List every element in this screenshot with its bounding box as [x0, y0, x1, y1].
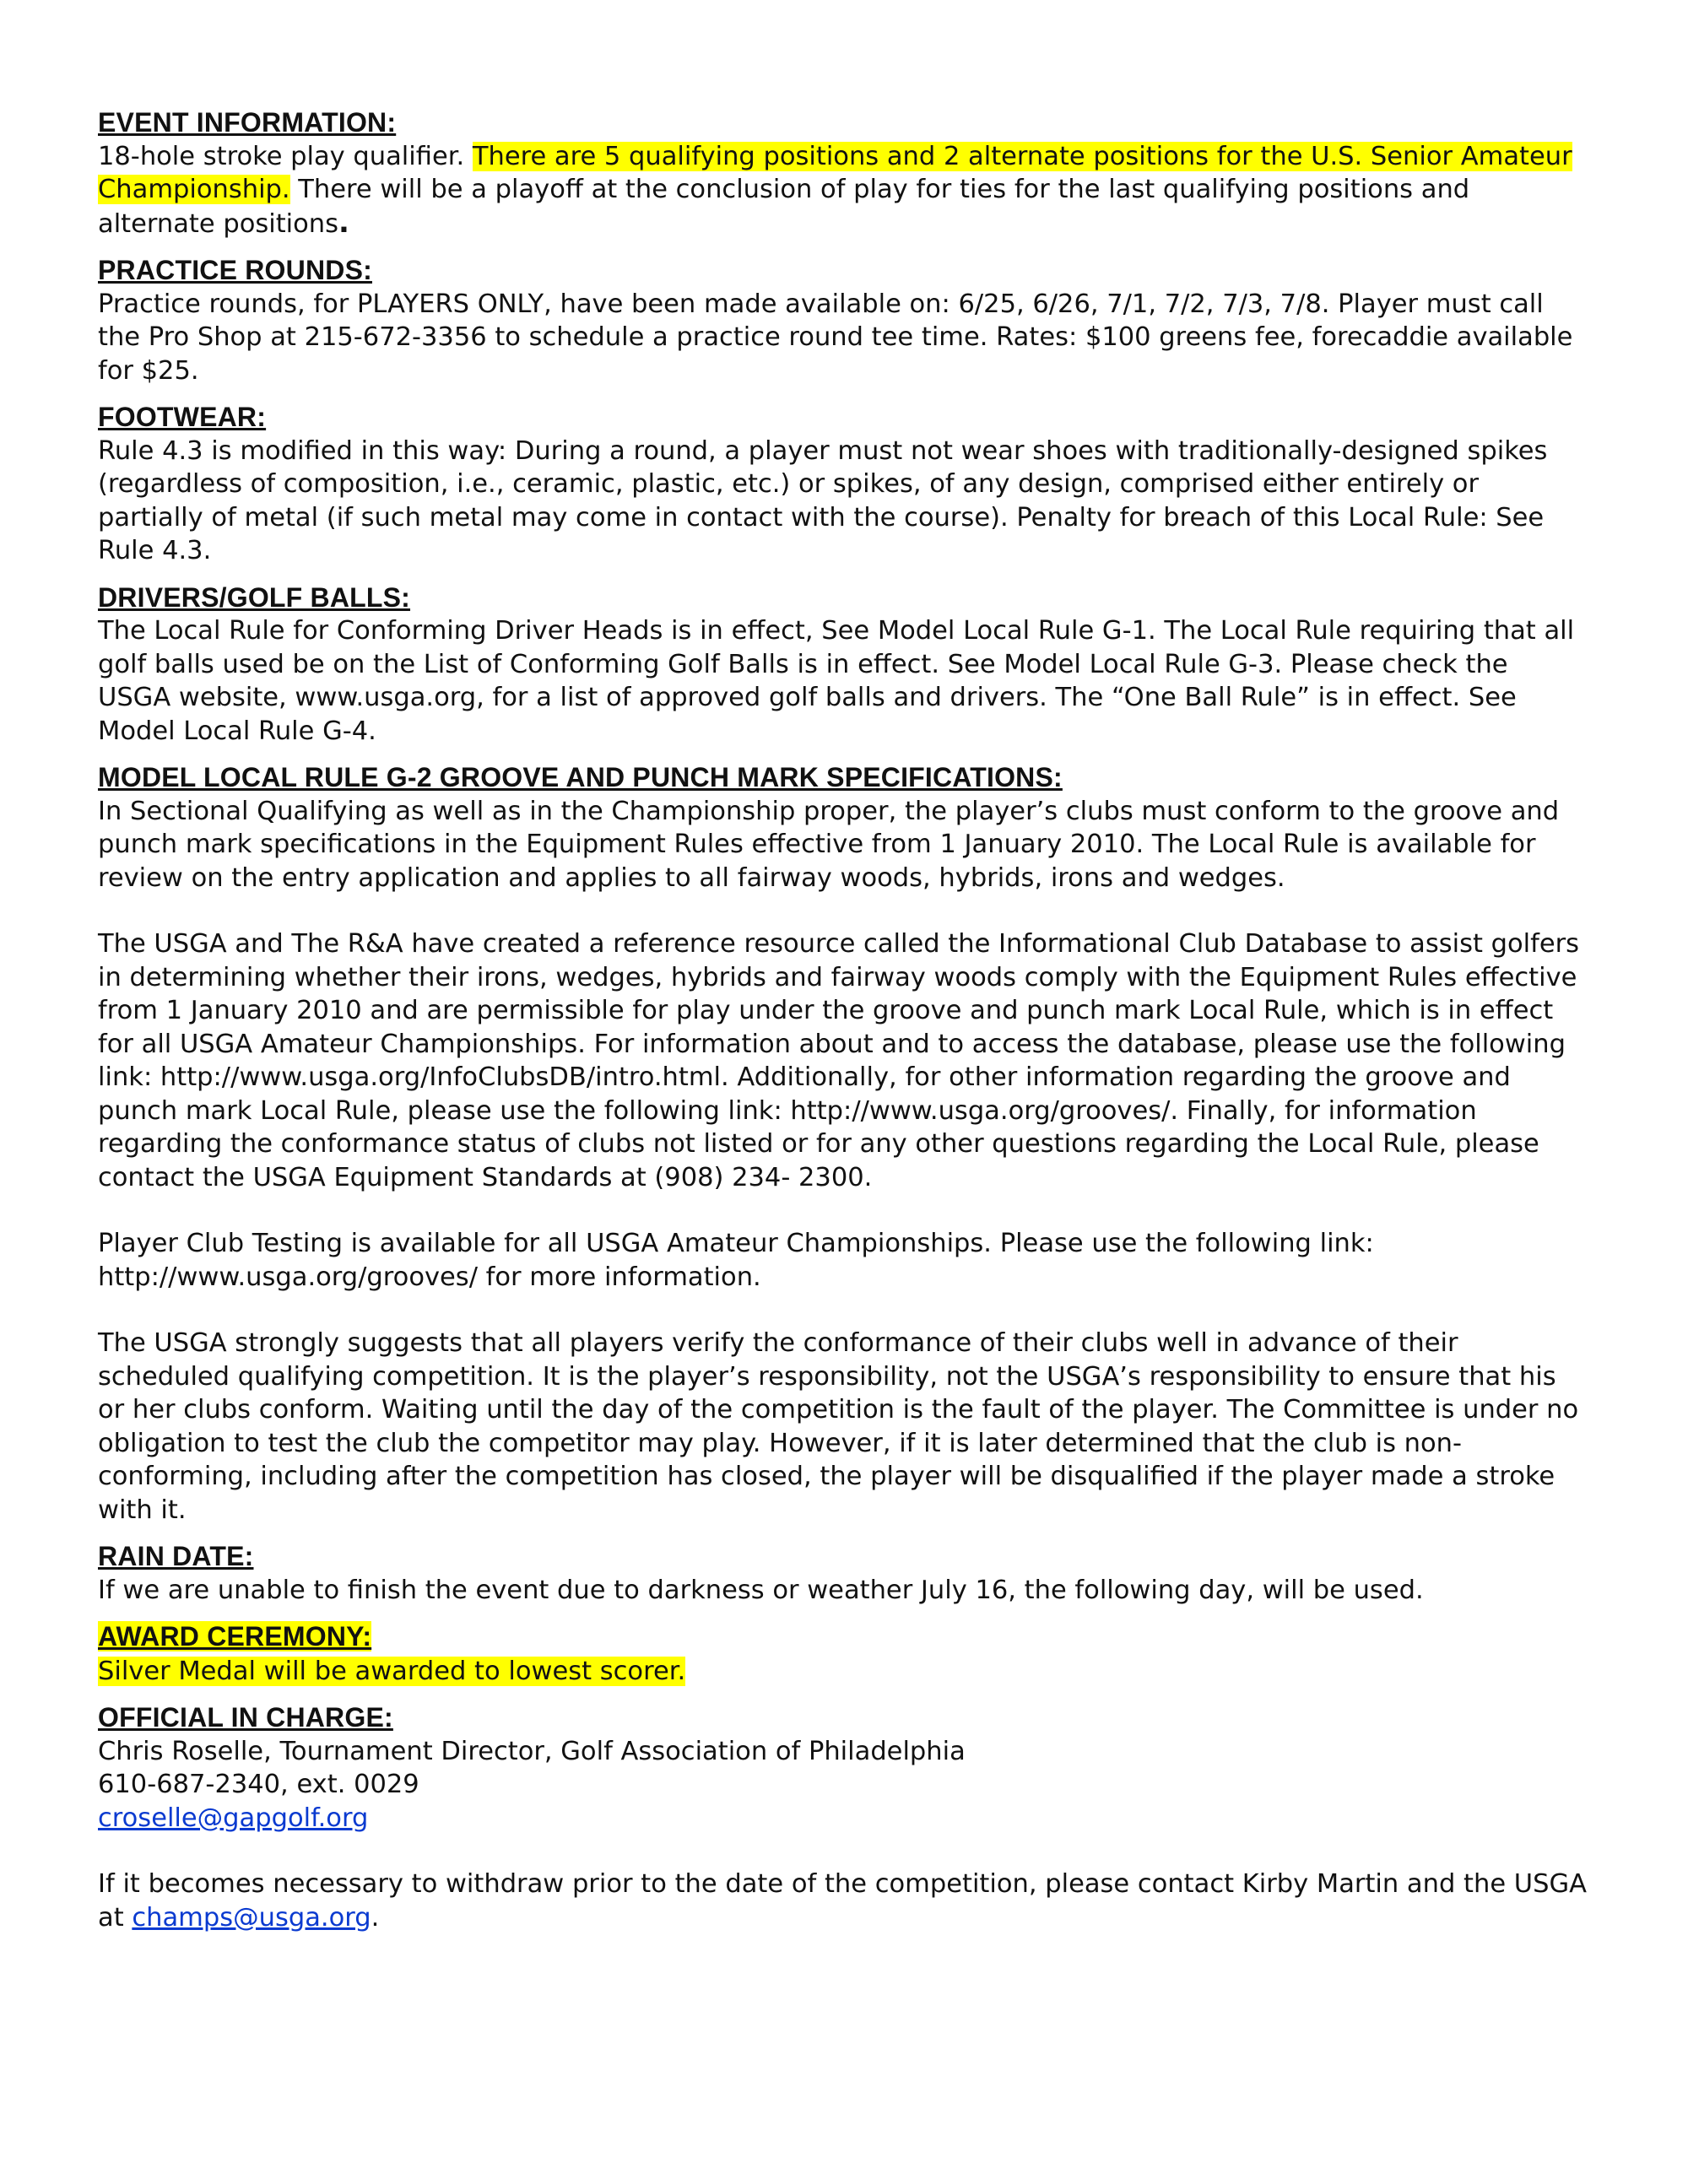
groove-rule-heading: MODEL LOCAL RULE G-2 GROOVE AND PUNCH MARK SPECIFICATIONS:	[98, 762, 1063, 792]
rain-date-section	[98, 1540, 1587, 1607]
document-page	[98, 106, 1587, 1948]
event-information-text	[98, 140, 1587, 241]
groove-rule-paragraph-4: The USGA strongly suggests that all players verify the conformance of their clubs well in advance of their scheduled qualifying competition. It is the player’s responsibility, not the USGA’s responsibility to ensure that his or her clubs conform. Waiting until the day of the competition is the fault of the player. The Committee is under no obligation to test the club the competitor may play. However, if it is later determined that the club is non-conforming, including after the competition has closed, the player will be disqualified if the player made a stroke with it.	[98, 1328, 1579, 1525]
official-email-line	[98, 1802, 1587, 1835]
footwear-section	[98, 401, 1587, 568]
drivers-golf-balls-text: The Local Rule for Conforming Driver Heads is in effect, See Model Local Rule G-1. The Local Rule requiring that all golf balls used be on the List of Conforming Golf Balls is in effect. See Model Local Rule G-3. Please check the USGA website, www.usga.org, for a list of approved golf balls and drivers. The “One Ball Rule” is in effect. See Model Local Rule G-4.	[98, 616, 1575, 746]
award-ceremony-text: Silver Medal will be awarded to lowest scorer.	[98, 1656, 686, 1686]
footwear-text: Rule 4.3 is modified in this way: During a round, a player must not wear shoes with traditionally-designed spikes (regardless of composition, i.e., ceramic, plastic, etc.) or spikes, of any design, comprised either entirely or partially of metal (if such metal may come in contact with the course). Penalty for breach of this Local Rule: See Rule 4.3.	[98, 435, 1548, 565]
groove-rule-paragraph-1: In Sectional Qualifying as well as in the Championship proper, the player’s clubs must conform to the groove and punch mark specifications in the Equipment Rules effective from 1 January 2010. The Local Rule is available for review on the entry application and applies to all fairway woods, hybrids, irons and wedges.	[98, 796, 1560, 893]
drivers-golf-balls-section	[98, 581, 1587, 749]
award-ceremony-text-line	[98, 1655, 1587, 1689]
rain-date-heading: RAIN DATE:	[98, 1541, 254, 1571]
event-highlighted-text: There are 5 qualifying positions and 2 alternate positions for the U.S. Senior Amateur Championship.	[98, 141, 1572, 204]
rain-date-text: If we are unable to finish the event due to darkness or weather July 16, the following day, will be used.	[98, 1575, 1424, 1605]
groove-rule-paragraph-3: Player Club Testing is available for all USGA Amateur Championships. Please use the following link: http://www.usga.org/grooves/ for more information.	[98, 1229, 1374, 1292]
practice-rounds-heading: PRACTICE ROUNDS:	[98, 255, 372, 285]
official-email-link[interactable]: croselle@gapgolf.org	[98, 1803, 369, 1833]
official-name-line: Chris Roselle, Tournament Director, Golf Association of Philadelphia	[98, 1736, 966, 1766]
event-text-b: There will be a playoff at the conclusion of play for ties for the last qualifying positions and alternate positions	[98, 175, 1470, 239]
official-in-charge-section	[98, 1701, 1587, 1934]
paragraph-gap	[98, 1294, 1587, 1327]
award-ceremony-heading-line	[98, 1620, 1587, 1655]
event-text-a: 18-hole stroke play qualifier.	[98, 141, 473, 171]
paragraph-gap	[98, 1194, 1587, 1227]
practice-rounds-section	[98, 254, 1587, 387]
paragraph-gap	[98, 895, 1587, 927]
official-phone: 610-687-2340, ext. 0029	[98, 1770, 419, 1799]
withdraw-text-end: .	[371, 1902, 380, 1933]
champs-email-link[interactable]: champs@usga.org	[132, 1902, 371, 1933]
event-information-heading: EVENT INFORMATION:	[98, 107, 397, 138]
award-ceremony-section	[98, 1620, 1587, 1688]
groove-rule-section	[98, 761, 1587, 1527]
official-in-charge-heading: OFFICIAL IN CHARGE:	[98, 1702, 393, 1733]
paragraph-gap	[98, 1835, 1587, 1868]
event-text-end: .	[338, 205, 349, 240]
withdraw-text	[98, 1868, 1587, 1934]
groove-rule-paragraph-2: The USGA and The R&A have created a reference resource called the Informational Club Database to assist golfers in determining whether their irons, wedges, hybrids and fairway woods comply with the Equipment Rules effective from 1 January 2010 and are permissible for play under the groove and punch mark Local Rule, which is in effect for all USGA Amateur Championships. For information about and to access the database, please use the following link: http://www.usga.org/InfoClubsDB/intro.html. Additionally, for other information regarding the groove and punch mark Local Rule, please use the following link: http://www.usga.org/grooves/. Finally, for information regarding the conformance status of clubs not listed or for any other questions regarding the Local Rule, please contact the USGA Equipment Standards at (908) 234- 2300.	[98, 929, 1580, 1192]
event-information-section	[98, 106, 1587, 241]
footwear-heading: FOOTWEAR:	[98, 402, 267, 432]
award-ceremony-heading: AWARD CEREMONY:	[98, 1621, 372, 1652]
practice-rounds-text: Practice rounds, for PLAYERS ONLY, have been made available on: 6/25, 6/26, 7/1, 7/2, 7/3, 7/8. Player must call the Pro Shop at 215-672-3356 to schedule a practice round tee time. Rates: $100 greens fee, forecaddie available for $25.	[98, 289, 1573, 386]
drivers-golf-balls-heading: DRIVERS/GOLF BALLS:	[98, 581, 411, 613]
withdraw-text-body: If it becomes necessary to withdraw prior to the date of the competition, please contact Kirby Martin and the USGA at	[98, 1869, 1587, 1933]
